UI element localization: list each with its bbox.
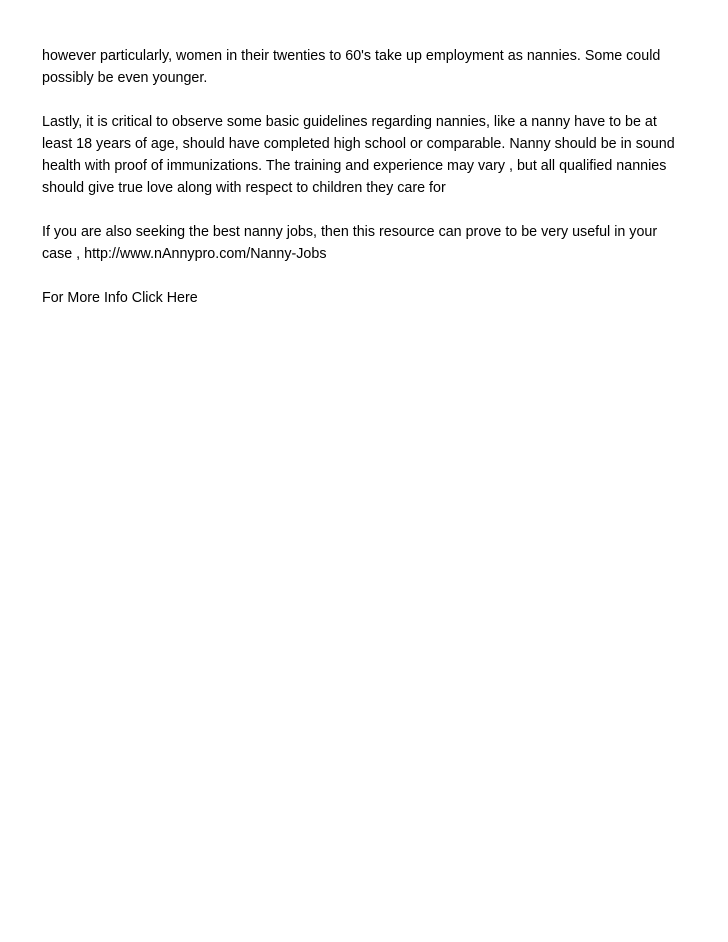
more-info-paragraph [42,287,692,309]
text-line: possibly be even younger. [42,70,208,86]
document-body [42,45,692,309]
text-line: however particularly, women in their twenties to 60's take up employment as nannies. Some could [42,48,661,64]
text-line: If you are also seeking the best nanny jobs, then this resource can prove to be very useful in your [42,224,658,240]
paragraph-guidelines [42,111,692,199]
more-info-link[interactable]: For More Info Click Here [42,290,198,306]
text-line: least 18 years of age, should have completed high school or comparable. Nanny should be in sound [42,136,675,152]
paragraph-age-range [42,45,692,89]
text-line: Lastly, it is critical to observe some basic guidelines regarding nannies, like a nanny have to be at [42,114,657,130]
text-line: case , http://www.nAnnypro.com/Nanny-Jobs [42,246,327,262]
paragraph-resource [42,221,692,265]
text-line: health with proof of immunizations. The training and experience may vary , but all qualified nannies [42,158,667,174]
text-line: should give true love along with respect to children they care for [42,180,446,196]
